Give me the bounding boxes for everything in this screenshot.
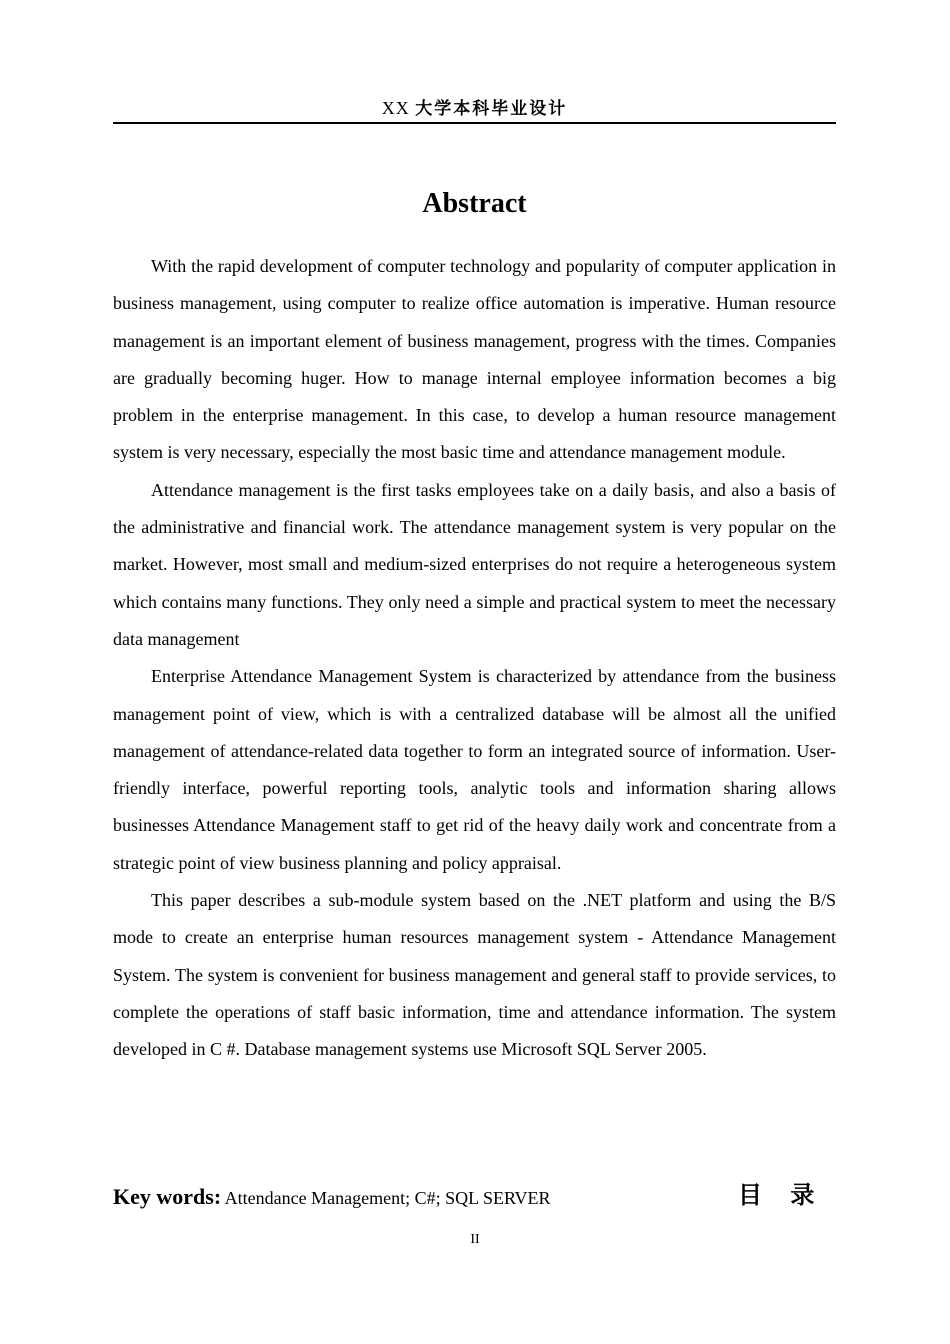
header-prefix: XX bbox=[381, 98, 410, 118]
abstract-paragraph: Attendance management is the first tasks employees take on a daily basis, and also a basis of the administrative and financial work. The attendance management system is very popular on the market. However, most small and medium-sized enterprises do not require a heterogeneous system which contains many functions. They only need a simple and practical system to meet the necessary data management bbox=[113, 479, 836, 649]
keywords-label: Key words: bbox=[113, 1184, 222, 1209]
keywords-line bbox=[113, 1180, 713, 1215]
header-title: 大学本科毕业设计 bbox=[415, 99, 568, 119]
abstract-paragraph: With the rapid development of computer technology and popularity of computer application in business management, using computer to realize office automation is imperative. Human resource management is an important element of business management, progress with the times. Companies are gradually becoming huger. How to manage internal employee information becomes a big problem in the enterprise management. In this case, to develop a human resource management system is very necessary, especially the most basic time and attendance management module. bbox=[113, 256, 836, 463]
page-header bbox=[113, 96, 836, 124]
toc-heading: 目 录 bbox=[738, 1181, 825, 1209]
page-number: II bbox=[470, 1232, 480, 1247]
abstract-body bbox=[113, 248, 836, 1069]
abstract-title: Abstract bbox=[422, 188, 527, 219]
keywords-value: Attendance Management; C#; SQL SERVER bbox=[224, 1188, 551, 1208]
abstract-paragraph: Enterprise Attendance Management System is characterized by attendance from the business management point of view, which is with a centralized database will be almost all the unified management of attendance-related data together to form an integrated source of information. User-friendly interface, powerful reporting tools, analytic tools and information sharing allows businesses Attendance Management staff to get rid of the heavy daily work and concentrate from a strategic point of view business planning and policy appraisal. bbox=[113, 666, 836, 873]
abstract-paragraph: This paper describes a sub-module system based on the .NET platform and using the B/S mode to create an enterprise human resources management system - Attendance Management System. The system is convenient for business management and general staff to provide services, to complete the operations of staff basic information, time and attendance information. The system developed in C #. Database management systems use Microsoft SQL Server 2005. bbox=[113, 890, 836, 1060]
